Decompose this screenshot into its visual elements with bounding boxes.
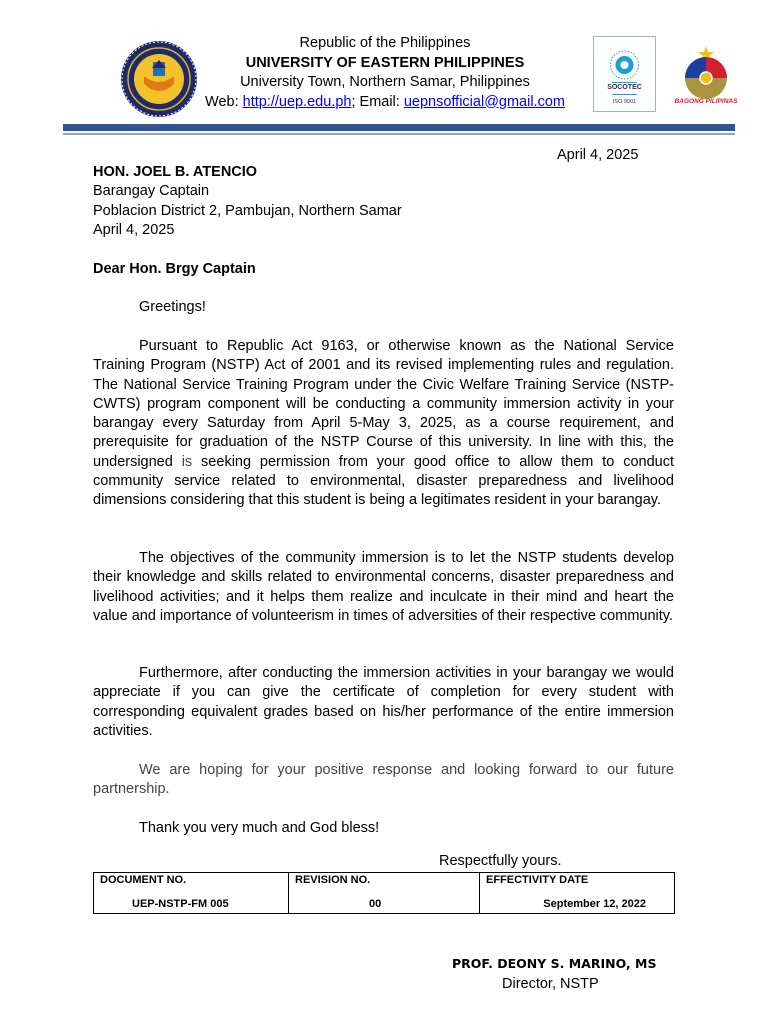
socotec-iso-badge xyxy=(593,36,656,112)
web-label: Web: xyxy=(205,93,243,110)
document-no-value: UEP-NSTP-FM 005 xyxy=(132,898,229,910)
letterhead xyxy=(150,34,620,112)
effectivity-date-header: EFFECTIVITY DATE xyxy=(486,874,589,886)
email-label: ; Email: xyxy=(351,93,404,110)
recipient-title: Barangay Captain xyxy=(93,183,210,200)
paragraph-1-text-b: is xyxy=(181,453,193,470)
recipient-address: Poblacion District 2, Pambujan, Northern Samar xyxy=(93,202,402,219)
recipient-date: April 4, 2025 xyxy=(93,221,175,238)
iso-label: ISO 9001 xyxy=(612,99,637,105)
effectivity-date-value: September 12, 2022 xyxy=(543,898,646,910)
paragraph-4: We are hoping for your positive response and looking forward to our future partnership. xyxy=(93,762,674,798)
signatory-title: Director, NSTP xyxy=(502,976,599,992)
revision-no-value: 00 xyxy=(369,898,382,910)
header-divider xyxy=(63,124,735,131)
header-divider-thin xyxy=(63,133,735,135)
closing-thanks: Thank you very much and God bless! xyxy=(139,820,380,836)
table-cell-document-no xyxy=(94,873,289,914)
socotec-label: SOCOTEC xyxy=(607,84,642,91)
recipient-block xyxy=(93,163,402,240)
paragraph-2: The objectives of the community immersion is to let the NSTP students develop their knowledge and skills related to environmental concerns, disaster preparedness and livelihood activities; and it helps them realize and inculcate in their mind and heart the value and importance of volunteerism in times of adversities of their respective community. xyxy=(93,550,674,624)
contact-line xyxy=(150,93,620,113)
letter-date: April 4, 2025 xyxy=(557,147,639,163)
salutation: Dear Hon. Brgy Captain xyxy=(93,261,256,277)
paragraph-3: Furthermore, after conducting the immersion activities in your barangay we would appreciate if you can give the certificate of completion for every student with corresponding equivalent grades based on his/her performance of the entire immersion activities. xyxy=(93,665,674,739)
closing: Respectfully yours. xyxy=(439,853,562,869)
country-line: Republic of the Philippines xyxy=(299,35,471,51)
document-no-header: DOCUMENT NO. xyxy=(100,874,187,886)
university-address: University Town, Northern Samar, Philippines xyxy=(240,74,530,90)
website-link[interactable]: http://uep.edu.ph xyxy=(242,93,352,110)
table-cell-revision-no xyxy=(289,873,480,914)
document-control-table xyxy=(93,872,675,914)
greeting: Greetings! xyxy=(139,299,206,315)
revision-no-header: REVISION NO. xyxy=(295,874,371,886)
recipient-name: HON. JOEL B. ATENCIO xyxy=(93,164,258,180)
university-name: UNIVERSITY OF EASTERN PHILIPPINES xyxy=(245,54,525,71)
table-row xyxy=(94,873,675,914)
paragraph-1 xyxy=(93,337,674,511)
email-link[interactable]: uepnsofficial@gmail.com xyxy=(403,93,565,110)
paragraph-1-text-c: seeking permission from your good office to allow them to conduct community service related to environmental, disaster preparedness and livelihood dimensions considering that this student is being a legitimates resident in your barangay. xyxy=(93,453,675,509)
bagong-pilipinas-logo xyxy=(670,44,742,110)
paragraph-1-text-a: Pursuant to Republic Act 9163, or otherwise known as the National Service Training Program (NSTP) Act of 2001 and its revised implementing rules and regulation. The National Service Training Program under the Civic Welfare Training Service (NSTP-CWTS) program component will be conducting a community immersion activity in your barangay every Saturday from April 5-May 3, 2025, as a course requirement, and prerequisite for graduation of the NSTP Course of this university. In line with this, the undersigned xyxy=(93,338,674,470)
signatory-name: PROF. DEONY S. MARINO, MS xyxy=(452,956,657,971)
table-cell-effectivity-date xyxy=(480,873,675,914)
bagong-pilipinas-label: BAGONG PILIPINAS xyxy=(674,98,738,105)
